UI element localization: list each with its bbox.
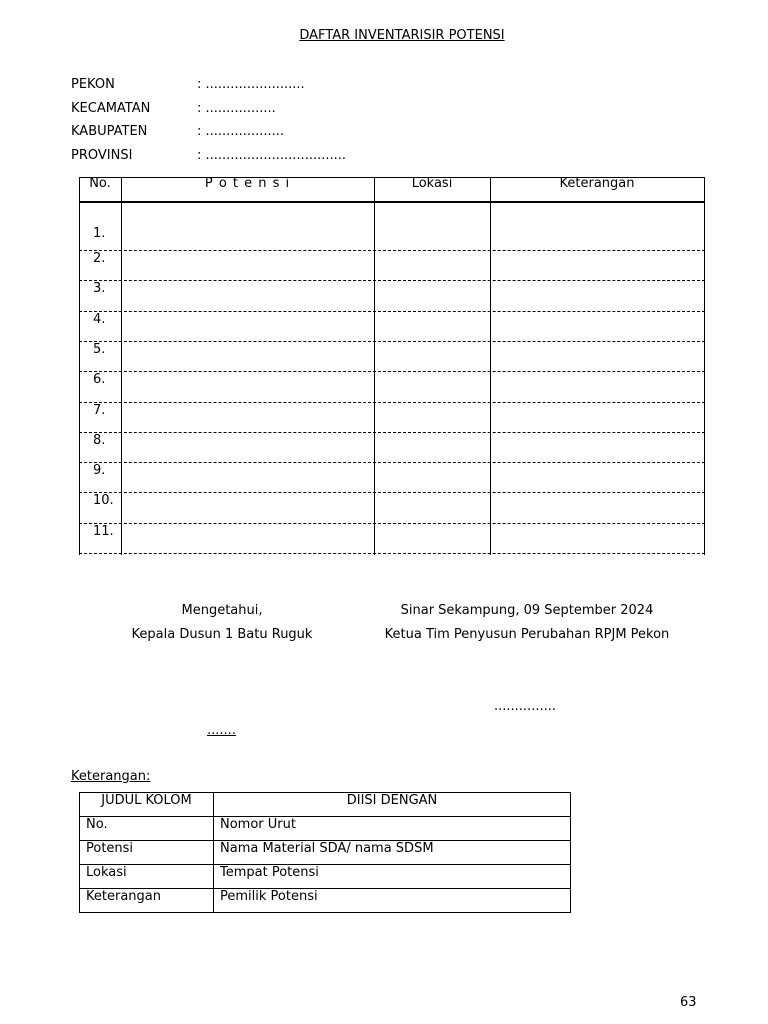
legend-header-col1: JUDUL KOLOM bbox=[80, 793, 214, 817]
identity-value-pekon: : ........................ bbox=[197, 77, 305, 92]
row-number: 4. bbox=[93, 311, 106, 327]
legend-cell: Lokasi bbox=[80, 865, 214, 889]
identity-value-provinsi: : .................................. bbox=[197, 148, 347, 163]
row-number: 7. bbox=[93, 402, 106, 418]
identity-value-kecamatan: : ................. bbox=[197, 101, 276, 116]
header-keterangan: Keterangan bbox=[559, 176, 635, 191]
legend-table bbox=[79, 792, 571, 913]
row-dashed-line bbox=[79, 462, 705, 463]
row-dashed-line bbox=[79, 432, 705, 433]
header-lokasi: Lokasi bbox=[411, 176, 453, 191]
legend-row bbox=[80, 841, 571, 865]
row-number: 9. bbox=[93, 463, 106, 479]
identity-label-pekon: PEKON bbox=[71, 77, 115, 92]
sign-left-line2: Kepala Dusun 1 Batu Ruguk bbox=[131, 627, 313, 642]
table-border-left bbox=[79, 177, 80, 555]
row-dashed-line bbox=[79, 280, 705, 281]
sign-left-name: ....... bbox=[207, 723, 236, 738]
row-number: 11. bbox=[93, 523, 114, 539]
legend-cell: Keterangan bbox=[80, 889, 214, 913]
row-number: 10. bbox=[93, 493, 114, 509]
legend-header-row bbox=[80, 793, 571, 817]
row-dashed-line bbox=[79, 553, 705, 554]
row-dashed-line bbox=[79, 250, 705, 251]
row-dashed-line bbox=[79, 523, 705, 524]
identity-label-kabupaten: KABUPATEN bbox=[71, 124, 148, 139]
row-number: 3. bbox=[93, 281, 106, 297]
legend-row bbox=[80, 865, 571, 889]
row-number: 6. bbox=[93, 372, 106, 388]
identity-label-kecamatan: KECAMATAN bbox=[71, 101, 151, 116]
legend-cell: Nomor Urut bbox=[214, 817, 571, 841]
column-divider bbox=[374, 177, 375, 555]
sign-left-line1: Mengetahui, bbox=[181, 603, 263, 618]
row-dashed-line bbox=[79, 341, 705, 342]
row-dashed-line bbox=[79, 371, 705, 372]
sign-right-name: ............... bbox=[494, 699, 556, 714]
sign-right-line1: Sinar Sekampung, 09 September 2024 bbox=[400, 603, 654, 618]
row-dashed-line bbox=[79, 492, 705, 493]
page-number: 63 bbox=[680, 995, 697, 1010]
legend-cell: Tempat Potensi bbox=[214, 865, 571, 889]
identity-label-provinsi: PROVINSI bbox=[71, 148, 133, 163]
header-potensi: P o t e n s i bbox=[204, 176, 291, 191]
legend-cell: No. bbox=[80, 817, 214, 841]
legend-title: Keterangan: bbox=[71, 769, 151, 784]
row-number: 8. bbox=[93, 432, 106, 448]
legend-row bbox=[80, 889, 571, 913]
legend-cell: Potensi bbox=[80, 841, 214, 865]
inventory-table bbox=[79, 177, 705, 555]
header-divider bbox=[79, 202, 705, 203]
legend-row bbox=[80, 817, 571, 841]
row-number: 1. bbox=[93, 226, 106, 241]
identity-value-kabupaten: : ................... bbox=[197, 124, 285, 139]
row-number: 5. bbox=[93, 341, 106, 357]
header-no: No. bbox=[89, 176, 111, 191]
row-dashed-line bbox=[79, 402, 705, 403]
document-title: DAFTAR INVENTARISIR POTENSI bbox=[299, 28, 505, 43]
sign-right-line2: Ketua Tim Penyusun Perubahan RPJM Pekon bbox=[384, 627, 670, 642]
column-divider bbox=[490, 177, 491, 555]
row-dashed-line bbox=[79, 311, 705, 312]
legend-cell: Nama Material SDA/ nama SDSM bbox=[214, 841, 571, 865]
row-number: 2. bbox=[93, 251, 106, 266]
table-border-right bbox=[704, 177, 705, 555]
legend-cell: Pemilik Potensi bbox=[214, 889, 571, 913]
column-divider bbox=[121, 177, 122, 555]
legend-header-col2: DIISI DENGAN bbox=[214, 793, 571, 817]
